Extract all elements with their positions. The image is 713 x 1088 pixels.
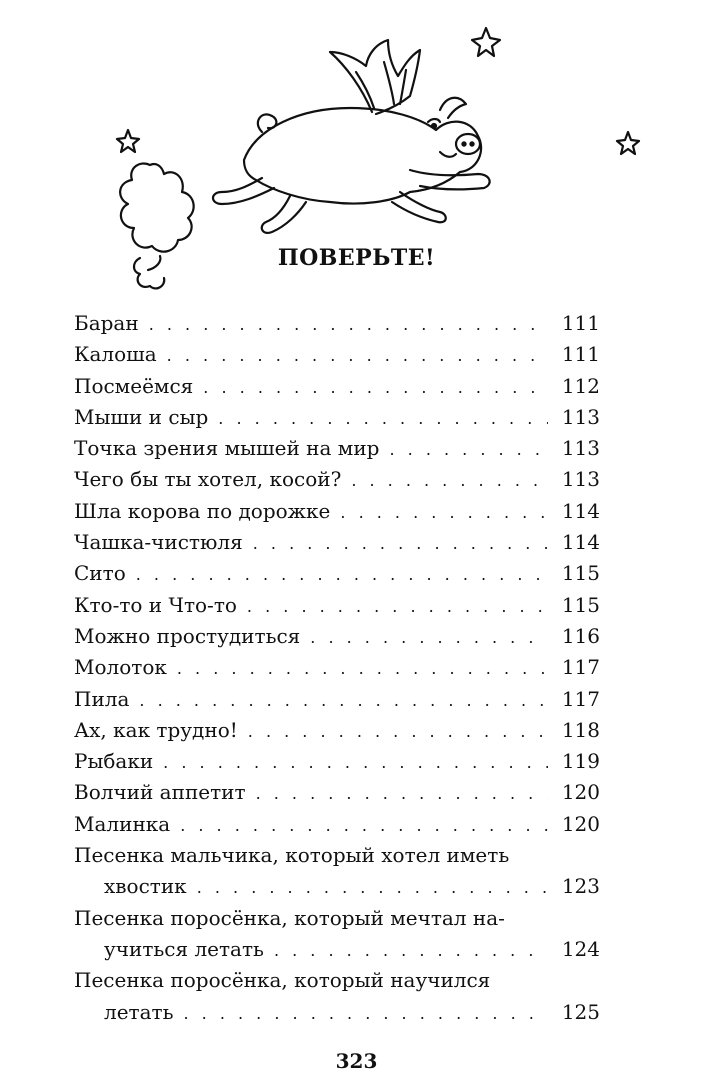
dot-leader: [183, 1006, 548, 1022]
toc-entry-page: 118: [561, 717, 600, 742]
star-icon: [472, 28, 500, 56]
toc-entry-page: 119: [561, 749, 600, 774]
toc-entry-title: Баран: [74, 311, 139, 335]
toc-entry: [74, 339, 600, 370]
toc-entry-page: 120: [561, 780, 600, 805]
dot-leader: [351, 473, 548, 489]
toc-entry: [74, 558, 600, 589]
dot-leader: [180, 818, 548, 834]
toc-entry-page: 117: [561, 655, 600, 680]
toc-entry-page: 111: [561, 311, 600, 335]
toc-entry-page: 113: [561, 404, 600, 429]
toc-entry-page: 113: [561, 467, 600, 492]
dot-leader: [274, 943, 548, 959]
toc-entry-title-line2: учиться летать: [104, 936, 264, 961]
toc-entry-title-line1: Песенка поросёнка, который научился: [74, 968, 491, 993]
toc-entry-page: 115: [561, 592, 600, 617]
dot-leader: [248, 724, 548, 740]
toc-entry-title: Ах, как трудно!: [74, 717, 238, 742]
toc-entry-page: 124: [561, 936, 600, 961]
dot-leader: [163, 755, 548, 771]
dot-leader: [340, 505, 548, 521]
dot-leader: [139, 693, 548, 709]
toc-entry-title: Мыши и сыр: [74, 404, 209, 429]
toc-entry: [74, 621, 600, 652]
dot-leader: [203, 380, 548, 396]
toc-entry: [74, 809, 600, 840]
dot-leader: [247, 599, 548, 615]
dot-leader: [197, 880, 548, 896]
toc-entry-title: Сито: [74, 561, 126, 586]
toc-entry-title: Шла корова по дорожке: [74, 498, 331, 523]
toc-entry-wrapped: [74, 903, 600, 966]
toc-entry-title: Кто-то и Что-то: [74, 592, 237, 617]
table-of-contents: [74, 308, 600, 1028]
toc-entry-title: Малинка: [74, 811, 171, 836]
toc-entry-page: 117: [561, 686, 600, 711]
toc-entry-title-line1: Песенка мальчика, который хотел иметь: [74, 843, 510, 868]
toc-entry-wrapped: [74, 840, 600, 903]
toc-entry-page: 114: [561, 498, 600, 523]
toc-entry-title: Чашка-чистюля: [74, 530, 243, 555]
dot-leader: [167, 348, 548, 364]
toc-entry-page: 113: [561, 436, 600, 461]
toc-entry: [74, 715, 600, 746]
toc-entry: [74, 371, 600, 402]
dot-leader: [218, 411, 548, 427]
toc-entry-title: Можно простудиться: [74, 623, 301, 648]
toc-entry-page: 111: [561, 342, 600, 367]
page-number: 323: [335, 1049, 378, 1073]
dot-leader: [177, 661, 548, 677]
toc-entry: [74, 590, 600, 621]
toc-entry: [74, 652, 600, 683]
toc-entry-title: Волчий аппетит: [74, 780, 246, 805]
toc-entry: [74, 496, 600, 527]
toc-entry-page: 115: [561, 561, 600, 586]
toc-entry: [74, 308, 600, 339]
toc-entry-page: 112: [561, 373, 600, 398]
toc-entry: [74, 684, 600, 715]
dot-leader: [136, 567, 548, 583]
toc-entry-page: 116: [561, 623, 600, 648]
toc-entry-page: 120: [561, 811, 600, 836]
toc-entry-page: 125: [561, 999, 600, 1024]
dot-leader: [389, 442, 548, 458]
toc-entry-title: Точка зрения мышей на мир: [74, 436, 380, 461]
star-icon: [617, 132, 639, 154]
toc-entry: [74, 402, 600, 433]
star-icon: [117, 130, 139, 152]
toc-entry-title: Посмеёмся: [74, 373, 194, 398]
toc-entry-wrapped: [74, 965, 600, 1028]
pig-icon: [213, 40, 490, 233]
toc-entry: [74, 777, 600, 808]
toc-entry-title: Чего бы ты хотел, косой?: [74, 467, 342, 492]
toc-entry: [74, 527, 600, 558]
toc-entry-title: Рыбаки: [74, 749, 154, 774]
toc-entry-title: Калоша: [74, 342, 157, 367]
toc-entry-title: Молоток: [74, 655, 167, 680]
dot-leader: [149, 317, 548, 333]
dot-leader: [253, 536, 548, 552]
toc-entry-title-line2: летать: [104, 999, 174, 1024]
dot-leader: [256, 786, 548, 802]
dot-leader: [310, 630, 548, 646]
toc-entry-page: 114: [561, 530, 600, 555]
toc-entry-title-line2: хвостик: [104, 874, 187, 899]
toc-entry: [74, 433, 600, 464]
toc-entry-title: Пила: [74, 686, 130, 711]
toc-entry: [74, 746, 600, 777]
toc-entry: [74, 464, 600, 495]
toc-entry-title-line1: Песенка поросёнка, который мечтал на-: [74, 905, 505, 930]
toc-entry-page: 123: [561, 874, 600, 899]
section-title: ПОВЕРЬТЕ!: [277, 245, 436, 271]
